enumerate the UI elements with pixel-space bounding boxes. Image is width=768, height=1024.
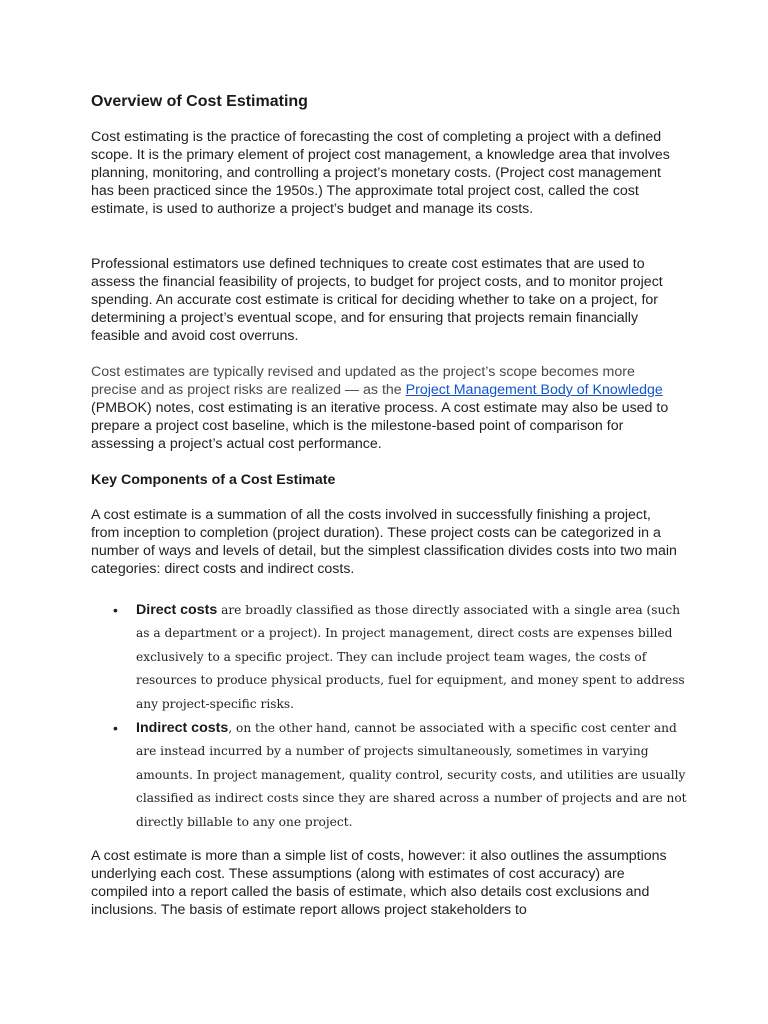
paragraph-summation: A cost estimate is a summation of all the costs involved in successfully finishing a project, from inception to completion (project duration). These project costs can be categorized in a number of ways and levels of detail, but the simplest classification divides costs into two main categories: direct costs and indirect costs. [91, 507, 677, 577]
paragraph-revisions-start: Cost estimates are typically revised and updated as the project’s scope becomes more precise and as project risks are realized — as the [91, 364, 635, 398]
paragraph-assumptions: A cost estimate is more than a simple list of costs, however: it also outlines the assumptions underlying each cost. These assumptions (along with estimates of cost accuracy) are compiled into a report called the basis of estimate, which also details cost exclusions and inclusions. The basis of estimate report allows project stakeholders to [91, 848, 667, 918]
pmbok-link[interactable]: Project Management Body of Knowledge [405, 381, 663, 398]
paragraph-estimators: Professional estimators use defined techniques to create cost estimates that are used to assess the financial feasibility of projects, to budget for project costs, and to monitor project spending. An accurate cost estimate is critical for deciding whether to take on a project, for determining a project’s eventual scope, and for ensuring that projects remain financially feasible and avoid cost overruns. [91, 256, 663, 344]
list-item-text: are broadly classified as those directly associated with a single area (such as a department or a project). In project management, direct costs are expenses billed exclusively to a specific project. They can include project team wages, the costs of resources to produce physical products, fuel for equipment, and money spent to address any project-specific risks. [136, 603, 685, 711]
paragraph-revisions-end: (PMBOK) notes, cost estimating is an iterative process. A cost estimate may also be used to prepare a project cost baseline, which is the milestone-based point of comparison for assessing a project’s actual cost performance. [91, 399, 669, 452]
page-title: Overview of Cost Estimating [91, 93, 308, 110]
list-item-term: Direct costs [136, 602, 218, 618]
bullet-marker: • [113, 720, 118, 737]
list-item-text: , on the other hand, cannot be associated with a specific cost center and are instead incurred by a number of projects simultaneously, sometimes in varying amounts. In project management, quality control, security costs, and utilities are usually classified as indirect costs since they are shared across a number of projects and are not directly billable to any one project. [136, 721, 687, 829]
paragraph-intro: Cost estimating is the practice of forecasting the cost of completing a project with a defined scope. It is the primary element of project cost management, a knowledge area that involves planning, monitoring, and controlling a project’s monetary costs. (Project cost management has been practiced since the 1950s.) The approximate total project cost, called the cost estimate, is used to authorize a project’s budget and manage its costs. [91, 129, 670, 217]
paragraph-revisions [91, 364, 681, 454]
list-item-indirect-costs [91, 717, 691, 834]
section-heading: Key Components of a Cost Estimate [91, 472, 336, 488]
list-item-term: Indirect costs [136, 720, 229, 737]
list-item-direct-costs [91, 599, 691, 716]
cost-types-list [91, 599, 691, 834]
bullet-marker: • [113, 602, 118, 618]
